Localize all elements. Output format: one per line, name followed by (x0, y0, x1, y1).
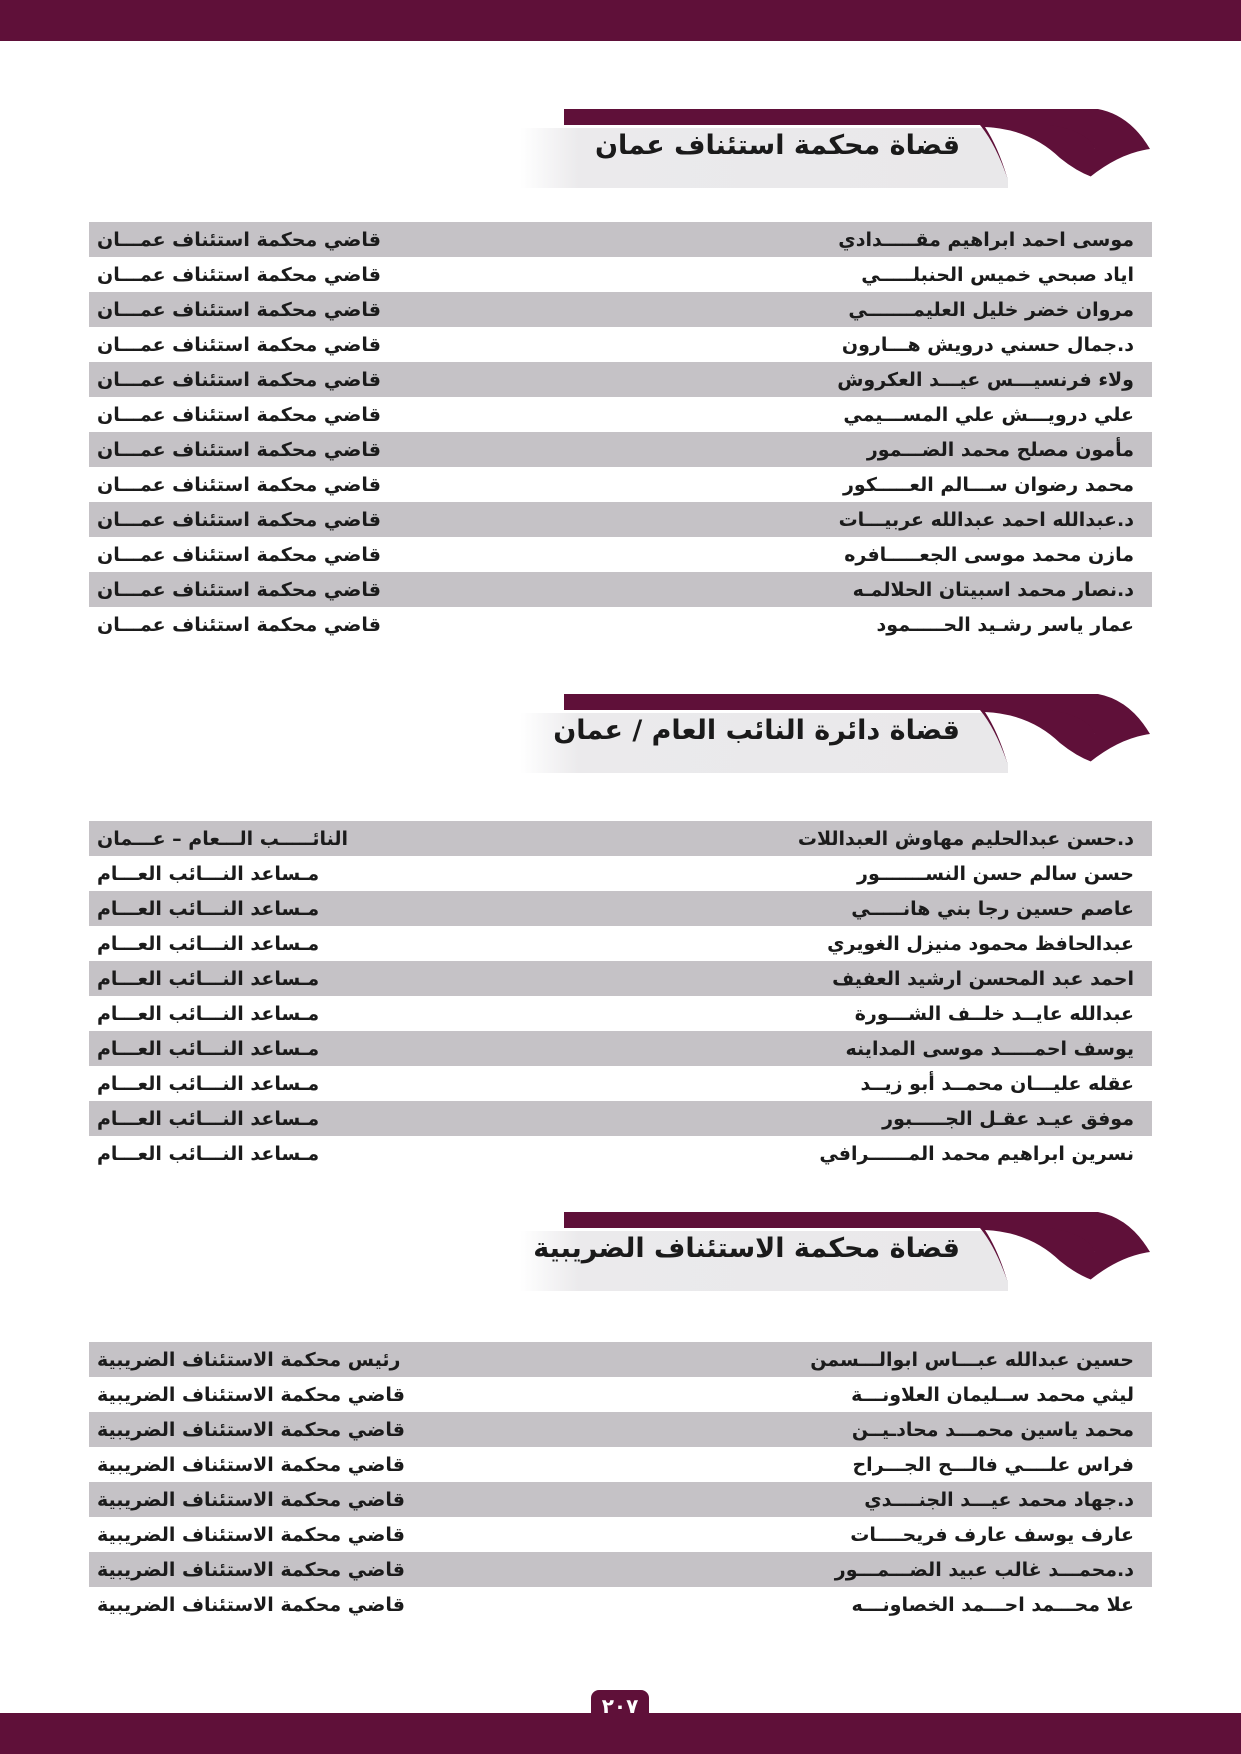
judge-title: قاضي محكمة استئناف عمـــان (97, 298, 381, 321)
judge-title: قاضي محكمة الاستئناف الضريبية (97, 1383, 405, 1406)
judge-name: عبدالله عايــد خلــف الشـــورة (854, 1002, 1134, 1025)
section-header-amman-appeal (520, 103, 1150, 188)
section-header-public-prosecutor (520, 688, 1150, 773)
list-item (89, 502, 1152, 537)
list-item (89, 1066, 1152, 1101)
judge-name: ليثي محمد ســليمان العلاونـــة (851, 1383, 1134, 1406)
list-item (89, 1031, 1152, 1066)
list-item (89, 1412, 1152, 1447)
judge-name: نسرين ابراهيم محمد المــــــرافي (819, 1142, 1134, 1165)
judge-title: النائـــــب الـــعام – عـــمان (97, 827, 349, 850)
list-item (89, 856, 1152, 891)
list-item (89, 222, 1152, 257)
judge-title: قاضي محكمة استئناف عمـــان (97, 508, 381, 531)
judge-name: د.محمـــد غالب عبيد الضـــمـــور (834, 1558, 1134, 1581)
list-item (89, 1587, 1152, 1622)
judge-title: قاضي محكمة استئناف عمـــان (97, 543, 381, 566)
judge-name: اياد صبحي خميس الحنبلـــــي (861, 263, 1134, 286)
judge-name: ولاء فرنسيـــس عيـــد العكروش (837, 368, 1134, 391)
judge-name: عارف يوسف عارف فريحــــات (850, 1523, 1134, 1546)
judge-title: قاضي محكمة استئناف عمـــان (97, 333, 381, 356)
judge-name: د.جمال حسني درويش هـــارون (841, 333, 1134, 356)
judge-name: د.جهاد محمد عيـــد الجنــــدي (864, 1488, 1134, 1511)
judge-title: مـساعد النـــائب العـــام (97, 1037, 320, 1060)
list-item (89, 926, 1152, 961)
judge-title: مـساعد النـــائب العـــام (97, 1002, 320, 1025)
judge-title: مـساعد النـــائب العـــام (97, 1107, 320, 1130)
judge-title: قاضي محكمة استئناف عمـــان (97, 613, 381, 636)
judge-name: حسين عبدالله عبـــاس ابوالـــسمن (810, 1348, 1134, 1371)
judge-name: د.عبدالله احمد عبدالله عربيـــات (838, 508, 1134, 531)
list-item (89, 572, 1152, 607)
judge-title: مـساعد النـــائب العـــام (97, 932, 320, 955)
list-item (89, 821, 1152, 856)
judge-title: قاضي محكمة الاستئناف الضريبية (97, 1558, 405, 1581)
section-title: قضاة محكمة استئناف عمان (594, 130, 960, 161)
list-item (89, 397, 1152, 432)
list-item (89, 607, 1152, 642)
prosecutors-list (89, 821, 1152, 1171)
list-item (89, 1136, 1152, 1171)
judge-name: موفق عيـد عقـل الجـــــبور (882, 1107, 1134, 1130)
judges-list (89, 222, 1152, 642)
list-item (89, 891, 1152, 926)
top-banner (0, 0, 1241, 41)
list-item (89, 961, 1152, 996)
tax-judges-list (89, 1342, 1152, 1622)
list-item (89, 1552, 1152, 1587)
judge-title: مـساعد النـــائب العـــام (97, 1142, 320, 1165)
judge-title: رئيس محكمة الاستئناف الضريبية (97, 1348, 401, 1371)
list-item (89, 1342, 1152, 1377)
judge-title: مـساعد النـــائب العـــام (97, 967, 320, 990)
judge-name: عبدالحافظ محمود منيزل الغويري (827, 932, 1134, 955)
judge-name: محمد ياسين محمـــد محادـيــن (851, 1418, 1134, 1441)
list-item (89, 1377, 1152, 1412)
list-item (89, 467, 1152, 502)
list-item (89, 1447, 1152, 1482)
judge-name: فراس علــــي فالـــح الجـــراح (852, 1453, 1134, 1476)
judge-title: قاضي محكمة الاستئناف الضريبية (97, 1523, 405, 1546)
judge-name: عقله عليـــان محمــد أبو زيــد (860, 1072, 1134, 1095)
judge-name: محمد رضوان ســـالم العـــــكور (842, 473, 1134, 496)
judge-title: قاضي محكمة استئناف عمـــان (97, 368, 381, 391)
judge-title: مـساعد النـــائب العـــام (97, 897, 320, 920)
judge-title: قاضي محكمة الاستئناف الضريبية (97, 1418, 405, 1441)
list-item (89, 292, 1152, 327)
list-item (89, 996, 1152, 1031)
judge-name: موسى احمد ابراهيم مقـــــدادي (838, 228, 1134, 251)
list-item (89, 1101, 1152, 1136)
judge-name: علا محـــمد احـــمد الخصاونـــه (851, 1593, 1134, 1616)
judge-name: د.نصار محمد اسبيتان الحلالمـه (852, 578, 1134, 601)
judge-name: حسن سالم حسن النســـــــور (857, 862, 1134, 885)
list-item (89, 1482, 1152, 1517)
judge-name: د.حسن عبدالحليم مهاوش العبداللات (797, 827, 1134, 850)
judge-title: قاضي محكمة استئناف عمـــان (97, 438, 381, 461)
page-number: ٢٠٧ (591, 1690, 649, 1724)
judge-title: قاضي محكمة استئناف عمـــان (97, 473, 381, 496)
list-item (89, 362, 1152, 397)
section-title: قضاة محكمة الاستئناف الضريبية (533, 1233, 960, 1264)
judge-title: قاضي محكمة استئناف عمـــان (97, 403, 381, 426)
judge-title: قاضي محكمة استئناف عمـــان (97, 228, 381, 251)
judge-title: قاضي محكمة استئناف عمـــان (97, 263, 381, 286)
judge-name: عمار ياسر رشـيد الحـــــمود (876, 613, 1134, 636)
judge-title: قاضي محكمة الاستئناف الضريبية (97, 1488, 405, 1511)
judge-name: علي درويـــش علي المســـيمي (843, 403, 1134, 426)
judge-name: مازن محمد موسى الجعـــــافره (844, 543, 1134, 566)
judge-title: مـساعد النـــائب العـــام (97, 862, 320, 885)
section-header-tax-appeal (520, 1206, 1150, 1291)
judge-title: قاضي محكمة الاستئناف الضريبية (97, 1453, 405, 1476)
list-item (89, 1517, 1152, 1552)
judge-title: قاضي محكمة الاستئناف الضريبية (97, 1593, 405, 1616)
list-item (89, 432, 1152, 467)
judge-title: قاضي محكمة استئناف عمـــان (97, 578, 381, 601)
section-title: قضاة دائرة النائب العام / عمان (553, 715, 960, 746)
judge-title: مـساعد النـــائب العـــام (97, 1072, 320, 1095)
judge-name: عاصم حسين رجا بني هانـــــي (851, 897, 1134, 920)
judge-name: يوسف احمـــــد موسى المداينه (845, 1037, 1134, 1060)
judge-name: مروان خضر خليل العليمـــــــي (848, 298, 1134, 321)
list-item (89, 537, 1152, 572)
list-item (89, 327, 1152, 362)
judge-name: احمد عبد المحسن ارشيد العفيف (832, 967, 1134, 990)
judge-name: مأمون مصلح محمد الضـــمور (866, 438, 1134, 461)
list-item (89, 257, 1152, 292)
